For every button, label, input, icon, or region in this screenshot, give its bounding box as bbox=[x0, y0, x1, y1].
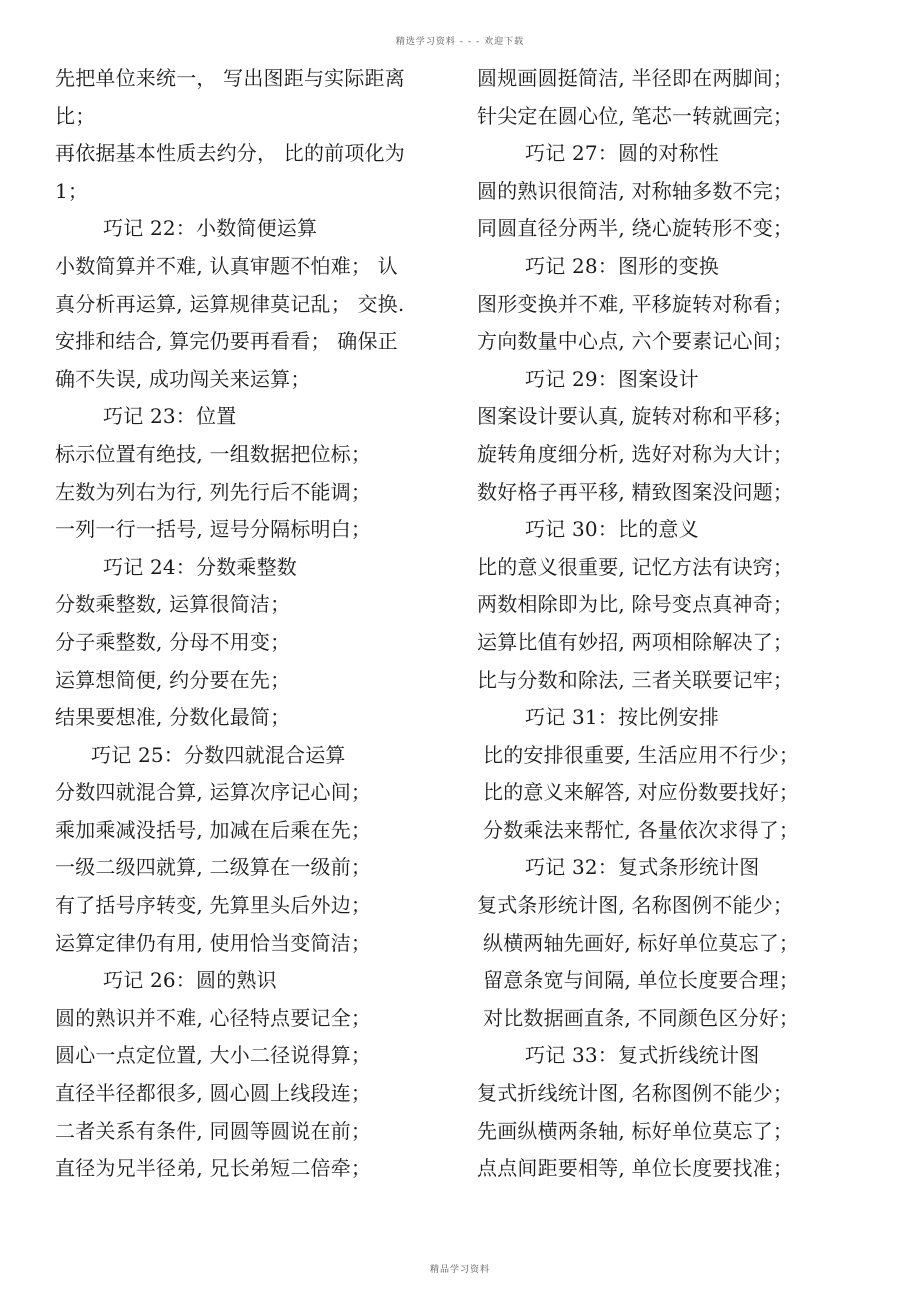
text-line: 图案设计要认真, 旋转对称和平移； bbox=[477, 404, 794, 429]
text-line: 留意条宽与间隔, 单位长度要合理； bbox=[483, 968, 800, 993]
section-heading: 巧记 26：圆的熟识 bbox=[103, 968, 277, 993]
text-line: 纵横两轴先画好, 标好单位莫忘了； bbox=[483, 930, 800, 955]
text-line: 方向数量中心点, 六个要素记心间； bbox=[477, 329, 794, 354]
right-column bbox=[477, 60, 807, 1188]
text-line: 运算定律仍有用, 使用恰当变简洁； bbox=[55, 930, 372, 955]
section-heading: 巧记 27：圆的对称性 bbox=[525, 141, 720, 166]
text-line: 同圆直径分两半, 绕心旋转形不变； bbox=[477, 216, 794, 241]
text-line: 分数四就混合算, 运算次序记心间； bbox=[55, 780, 372, 805]
section-heading: 巧记 25：分数四就混合运算 bbox=[91, 742, 346, 767]
text-line: 复式折线统计图, 名称图例不能少； bbox=[477, 1081, 794, 1106]
text-line: 点点间距要相等, 单位长度要找准； bbox=[477, 1156, 794, 1181]
text-line: 分数乘整数, 运算很简洁； bbox=[55, 592, 291, 617]
text-line: 比的意义很重要, 记忆方法有诀窍； bbox=[477, 554, 794, 579]
text-line: 直径为兄半径弟, 兄长弟短二倍牵； bbox=[55, 1156, 372, 1181]
text-line: 确不失误, 成功闯关来运算； bbox=[55, 366, 311, 391]
section-heading: 巧记 22：小数简便运算 bbox=[103, 216, 318, 241]
text-line: 圆心一点定位置, 大小二径说得算； bbox=[55, 1043, 372, 1068]
text-line: 旋转角度细分析, 选好对称为大计； bbox=[477, 441, 794, 466]
text-line: 二者关系有条件, 同圆等圆说在前； bbox=[55, 1118, 372, 1143]
section-heading: 巧记 32：复式条形统计图 bbox=[525, 855, 760, 880]
text-line: 比的意义来解答, 对应份数要找好； bbox=[483, 780, 800, 805]
text-line: 一级二级四就算, 二级算在一级前； bbox=[55, 855, 372, 880]
section-heading: 巧记 28：图形的变换 bbox=[525, 253, 720, 278]
text-line: 圆规画圆挺简洁, 半径即在两脚间； bbox=[477, 66, 794, 90]
text-line: 比； bbox=[55, 103, 96, 128]
text-line: 安排和结合, 算完仍要再看看； 确保正 bbox=[55, 329, 398, 354]
text-line: 图形变换并不难, 平移旋转对称看； bbox=[477, 291, 794, 316]
text-line: 运算比值有妙招, 两项相除解决了； bbox=[477, 629, 794, 654]
text-line: 圆的熟识并不难, 心径特点要记全； bbox=[55, 1005, 372, 1030]
text-line: 复式条形统计图, 名称图例不能少； bbox=[477, 893, 794, 918]
text-line: 先画纵横两条轴, 标好单位莫忘了； bbox=[477, 1118, 794, 1143]
text-line: 比的安排很重要, 生活应用不行少； bbox=[483, 742, 800, 767]
text-line: 小数简算并不难, 认真审题不怕难； 认 bbox=[55, 253, 398, 278]
text-line: 有了括号序转变, 先算里头后外边； bbox=[55, 893, 372, 918]
text-line: 标示位置有绝技, 一组数据把位标； bbox=[55, 441, 372, 466]
text-line: 结果要想准, 分数化最简； bbox=[55, 705, 291, 730]
text-line: 圆的熟识很简洁, 对称轴多数不完； bbox=[477, 178, 794, 203]
text-line: 先把单位来统一， 写出图距与实际距离 bbox=[55, 66, 405, 90]
text-line: 真分析再运算, 运算规律莫记乱； 交换. bbox=[55, 291, 405, 316]
section-heading: 巧记 30：比的意义 bbox=[525, 517, 699, 542]
text-line: 分子乘整数, 分母不用变； bbox=[55, 629, 291, 654]
text-line: 乘加乘减没括号, 加减在后乘在先； bbox=[55, 817, 372, 842]
section-heading: 巧记 29：图案设计 bbox=[525, 366, 699, 391]
text-line: 再依据基本性质去约分， 比的前项化为 bbox=[55, 141, 405, 166]
text-line: 1； bbox=[55, 178, 89, 203]
text-line: 分数乘法来帮忙, 各量依次求得了； bbox=[483, 817, 800, 842]
left-column bbox=[55, 60, 440, 1188]
text-line: 运算想简便, 约分要在先； bbox=[55, 667, 291, 692]
page-header: 精选学习资料 - - - 欢迎下载 bbox=[395, 37, 525, 47]
text-line: 数好格子再平移, 精致图案没问题； bbox=[477, 479, 794, 504]
section-heading: 巧记 24：分数乘整数 bbox=[103, 554, 298, 579]
text-line: 直径半径都很多, 圆心圆上线段连； bbox=[55, 1081, 372, 1106]
text-line: 左数为列右为行, 列先行后不能调； bbox=[55, 479, 372, 504]
text-line: 一列一行一括号, 逗号分隔标明白； bbox=[55, 517, 372, 542]
page-footer: 精品学习资料 bbox=[429, 1265, 490, 1275]
section-heading: 巧记 31：按比例安排 bbox=[525, 705, 720, 730]
text-line: 对比数据画直条, 不同颜色区分好； bbox=[483, 1005, 800, 1030]
text-line: 比与分数和除法, 三者关联要记牢； bbox=[477, 667, 794, 692]
text-line: 针尖定在圆心位, 笔芯一转就画完； bbox=[477, 103, 794, 128]
text-line: 两数相除即为比, 除号变点真神奇； bbox=[477, 592, 794, 617]
section-heading: 巧记 23：位置 bbox=[103, 404, 237, 429]
section-heading: 巧记 33：复式折线统计图 bbox=[525, 1043, 760, 1068]
